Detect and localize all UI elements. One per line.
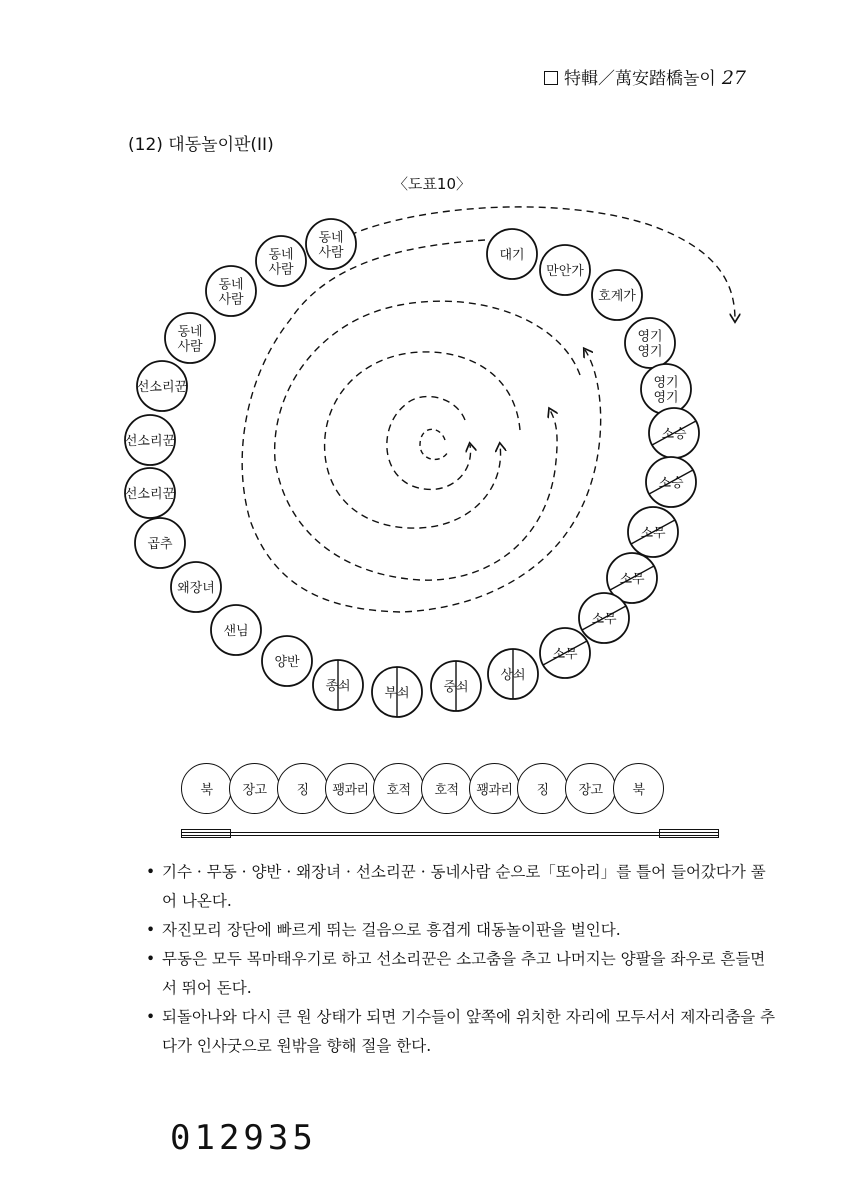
performer-label: 곱추 <box>147 537 173 552</box>
spiral-path-inner <box>420 429 448 459</box>
performer-circle <box>628 507 678 557</box>
musician-circle: 꽹과리 <box>325 763 376 814</box>
spiral-path-5 <box>387 397 471 490</box>
bullet-icon: • <box>146 863 156 881</box>
performer-circle <box>487 229 537 279</box>
performer-circle <box>256 236 306 286</box>
performer-label: 영기 <box>637 329 663 345</box>
spiral-path-3 <box>275 301 580 580</box>
performer-circle <box>171 562 221 612</box>
performer-label: 영기 <box>653 390 679 406</box>
performer-label: 영기 <box>653 375 679 391</box>
performer-circle <box>262 636 312 686</box>
performer-circle-ring <box>125 219 699 717</box>
performer-label: 사람 <box>318 245 344 261</box>
performer-circle <box>431 661 481 711</box>
musician-row <box>181 763 661 807</box>
bullet-icon: • <box>146 950 156 968</box>
section-title: (12) 대동놀이판(II) <box>128 135 274 155</box>
musician-circle: 호적 <box>421 763 472 814</box>
musician-circle: 북 <box>613 763 664 814</box>
page-number: 27 <box>721 67 746 89</box>
performer-label: 선소리꾼 <box>136 380 188 395</box>
spiral-path-4 <box>325 352 520 528</box>
performer-circle <box>206 266 256 316</box>
performer-circle <box>641 364 691 414</box>
performer-label: 왜장녀 <box>177 581 215 596</box>
performer-label: 종쇠 <box>325 679 351 694</box>
performer-circle <box>313 660 363 710</box>
performer-circle <box>540 245 590 295</box>
musician-circle: 장고 <box>229 763 280 814</box>
performer-label: 소승 <box>661 427 687 442</box>
performer-label: 양반 <box>274 655 300 670</box>
performer-label: 소무 <box>552 647 578 662</box>
note-text: 자진모리 장단에 빠르게 뛰는 걸음으로 흥겹게 대동놀이판을 벌인다. <box>162 921 621 939</box>
performer-label: 선소리꾼 <box>124 434 176 449</box>
performer-circle <box>165 313 215 363</box>
performer-label: 소무 <box>619 572 645 587</box>
performer-label: 샌님 <box>223 624 249 639</box>
performer-label: 동네 <box>218 277 244 293</box>
performer-circle <box>306 219 356 269</box>
bullet-icon: • <box>146 1008 156 1026</box>
spiral-path-2 <box>242 240 601 612</box>
performer-label: 부쇠 <box>384 686 410 701</box>
figure-caption: 〈도표10〉 <box>392 175 472 193</box>
archive-stamp: 012935 <box>170 1118 317 1158</box>
performer-label: 사람 <box>177 339 203 355</box>
performer-circle <box>540 628 590 678</box>
musician-circle: 징 <box>277 763 328 814</box>
performer-circle <box>625 318 675 368</box>
performer-circle <box>125 415 176 465</box>
performer-label: 소승 <box>658 476 684 491</box>
musician-circle: 호적 <box>373 763 424 814</box>
performer-label: 소무 <box>591 612 617 627</box>
performer-circle <box>646 457 696 507</box>
performer-circle <box>125 468 176 518</box>
performer-circle <box>135 518 185 568</box>
performer-label: 소무 <box>640 526 666 541</box>
musician-circle: 꽹과리 <box>469 763 520 814</box>
performer-label: 만안가 <box>546 264 584 279</box>
performer-circle <box>137 361 188 411</box>
performer-circle <box>579 593 629 643</box>
performer-label: 대기 <box>499 248 525 263</box>
musician-circle: 징 <box>517 763 568 814</box>
header-text: 特輯／萬安踏橋놀이 <box>563 69 716 89</box>
stage-baseline <box>181 832 719 836</box>
note-item <box>148 1003 778 1061</box>
performer-label: 호계가 <box>598 289 636 304</box>
performer-label: 중쇠 <box>443 680 469 695</box>
performer-label: 동네 <box>318 230 344 246</box>
performer-label: 영기 <box>637 344 663 360</box>
performer-circle <box>372 667 422 717</box>
performer-label: 사람 <box>218 292 244 308</box>
bullet-icon: • <box>146 921 156 939</box>
performer-circle <box>649 408 699 458</box>
notes-list <box>148 858 778 1061</box>
note-item <box>148 858 778 916</box>
performer-label: 사람 <box>268 262 294 278</box>
performer-label: 상쇠 <box>500 668 526 683</box>
musician-circle: 장고 <box>565 763 616 814</box>
musician-circle: 북 <box>181 763 232 814</box>
note-text: 되돌아나와 다시 큰 원 상태가 되면 기수들이 앞쪽에 위치한 자리에 모두서서 제자리춤을 추다가 인사굿으로 원밖을 향해 절을 한다. <box>162 1008 776 1055</box>
performer-circle <box>592 270 642 320</box>
performer-label: 동네 <box>268 247 294 263</box>
note-item <box>148 916 778 945</box>
note-text: 기수 · 무동 · 양반 · 왜장녀 · 선소리꾼 · 동네사람 순으로「또아리」를 틀어 들어갔다가 풀어 나온다. <box>162 863 766 910</box>
performer-label: 동네 <box>177 324 203 340</box>
performer-label: 선소리꾼 <box>124 487 176 502</box>
note-text: 무동은 모두 목마태우기로 하고 선소리꾼은 소고춤을 추고 나머지는 양팔을 좌우로 흔들면서 뛰어 돈다. <box>162 950 766 997</box>
performer-circle <box>211 605 261 655</box>
note-item <box>148 945 778 1003</box>
performer-circle <box>488 649 538 699</box>
